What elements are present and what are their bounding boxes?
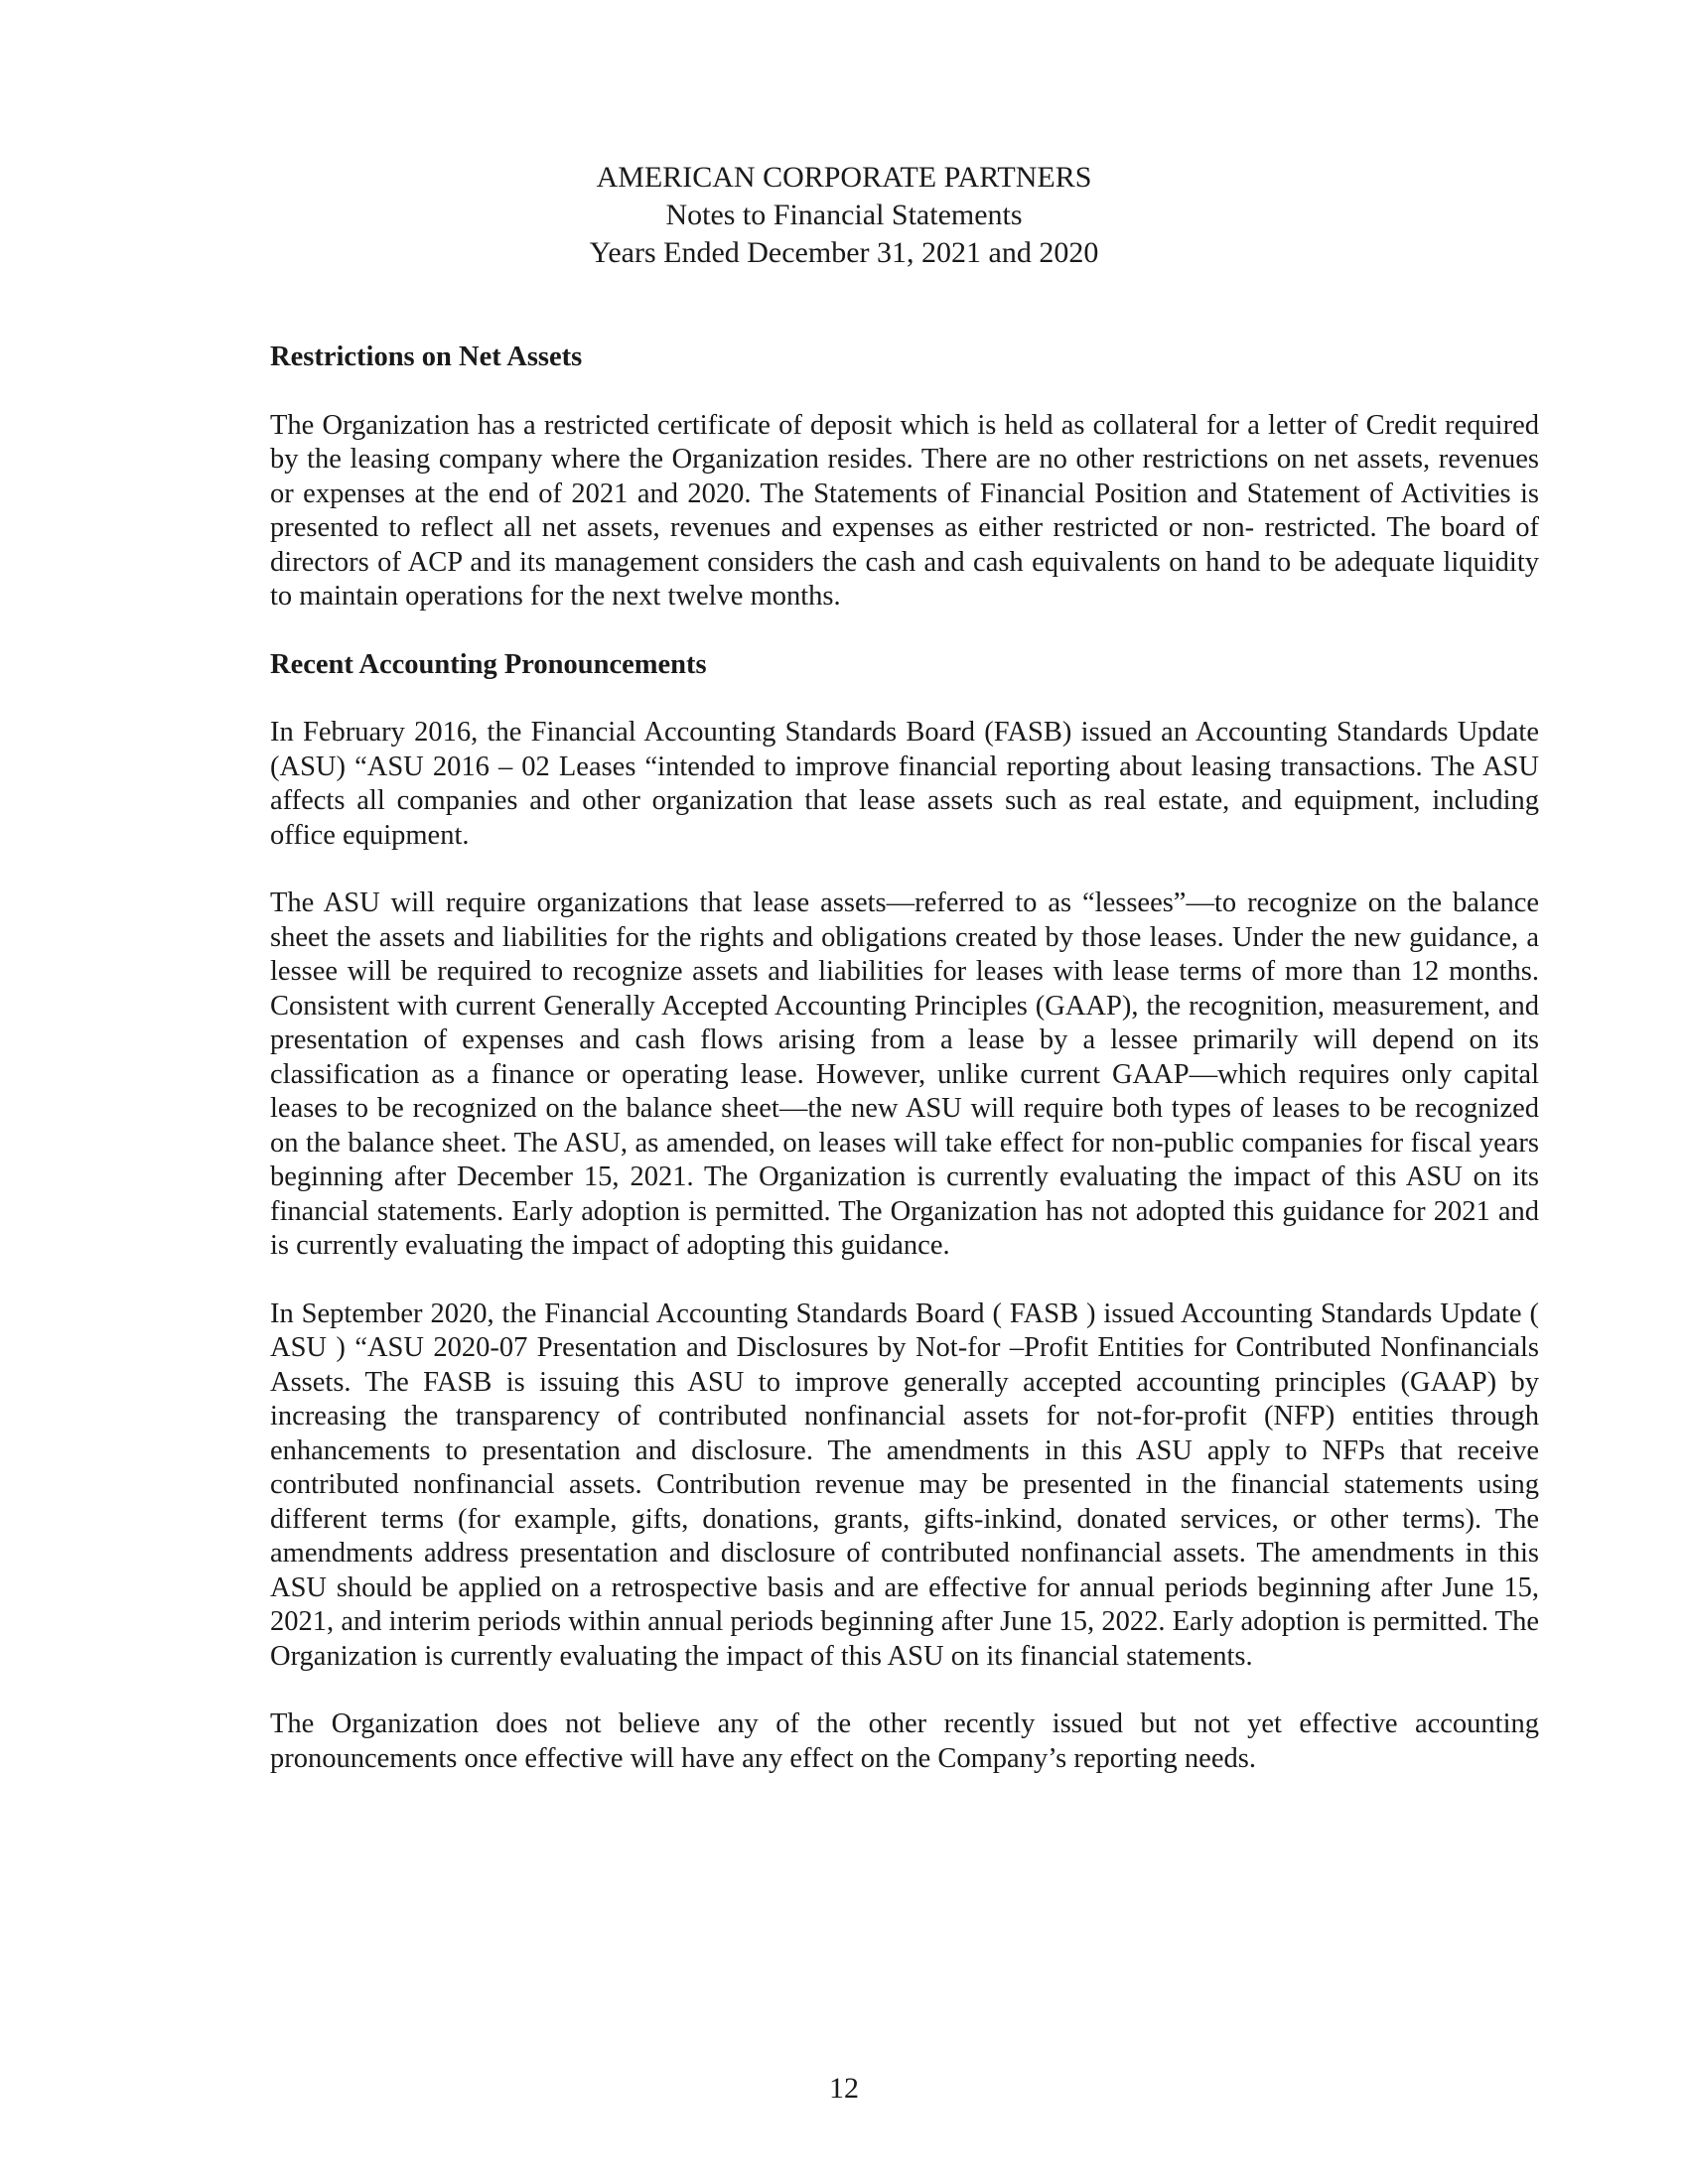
page-number: 12 xyxy=(829,2072,859,2105)
document-body xyxy=(270,341,1539,1810)
section-restrictions-on-net-assets xyxy=(270,341,1539,614)
organization-name: AMERICAN CORPORATE PARTNERS xyxy=(596,161,1092,194)
document-title: Notes to Financial Statements xyxy=(665,199,1023,231)
paragraph: The Organization does not believe any of the other recently issued but not yet effective accounting pronouncements once effective will have any effect on the Company’s reporting needs. xyxy=(270,1708,1539,1774)
section-heading: Recent Accounting Pronouncements xyxy=(270,648,707,680)
reporting-period: Years Ended December 31, 2021 and 2020 xyxy=(589,236,1099,269)
paragraph: The ASU will require organizations that lease assets—referred to as “lessees”—to recognize on the balance sheet the assets and liabilities for the rights and obligations created by those leases. Under the new guidance, a lessee will be required to recognize assets and liabilities for leases with lease terms of more than 12 months. Consistent with current Generally Accepted Accounting Principles (GAAP), the recognition, measurement, and presentation of expenses and cash flows arising from a lease by a lessee primarily will depend on its classification as a finance or operating lease. However, unlike current GAAP—which requires only capital leases to be recognized on the balance sheet—the new ASU will require both types of leases to be recognized on the balance sheet. The ASU, as amended, on leases will take effect for non-public companies for fiscal years beginning after December 15, 2021. The Organization is currently evaluating the impact of this ASU on its financial statements. Early adoption is permitted. The Organization has not adopted this guidance for 2021 and is currently evaluating the impact of adopting this guidance. xyxy=(270,887,1539,1261)
document-header xyxy=(0,159,1688,272)
paragraph: In February 2016, the Financial Accounting Standards Board (FASB) issued an Accounting Standards Update (ASU) “ASU 2016 – 02 Leases “intended to improve financial reporting about leasing transactions. The ASU affects all companies and other organization that lease assets such as real estate, and equipment, including office equipment. xyxy=(270,717,1539,851)
section-heading: Restrictions on Net Assets xyxy=(270,341,583,372)
paragraph: The Organization has a restricted certificate of deposit which is held as collateral for a letter of Credit required by the leasing company where the Organization resides. There are no other restrictions on net assets, revenues or expenses at the end of 2021 and 2020. The Statements of Financial Position and Statement of Activities is presented to reflect all net assets, revenues and expenses as either restricted or non- restricted. The board of directors of ACP and its management considers the cash and cash equivalents on hand to be adequate liquidity to maintain operations for the next twelve months. xyxy=(270,409,1539,612)
paragraph: In September 2020, the Financial Accounting Standards Board ( FASB ) issued Accounting Standards Update ( ASU ) “ASU 2020-07 Presentation and Disclosures by Not-for –Profit Entities for Contributed Nonfinancials Assets. The FASB is issuing this ASU to improve generally accepted accounting principles (GAAP) by increasing the transparency of contributed nonfinancial assets for not-for-profit (NFP) entities through enhancements to presentation and disclosure. The amendments in this ASU apply to NFPs that receive contributed nonfinancial assets. Contribution revenue may be presented in the financial statements using different terms (for example, gifts, donations, grants, gifts-inkind, donated services, or other terms). The amendments address presentation and disclosure of contributed nonfinancial assets. The amendments in this ASU should be applied on a retrospective basis and are effective for annual periods beginning after June 15, 2021, and interim periods within annual periods beginning after June 15, 2022. Early adoption is permitted. The Organization is currently evaluating the impact of this ASU on its financial statements. xyxy=(270,1297,1539,1672)
section-recent-accounting-pronouncements xyxy=(270,648,1539,1777)
